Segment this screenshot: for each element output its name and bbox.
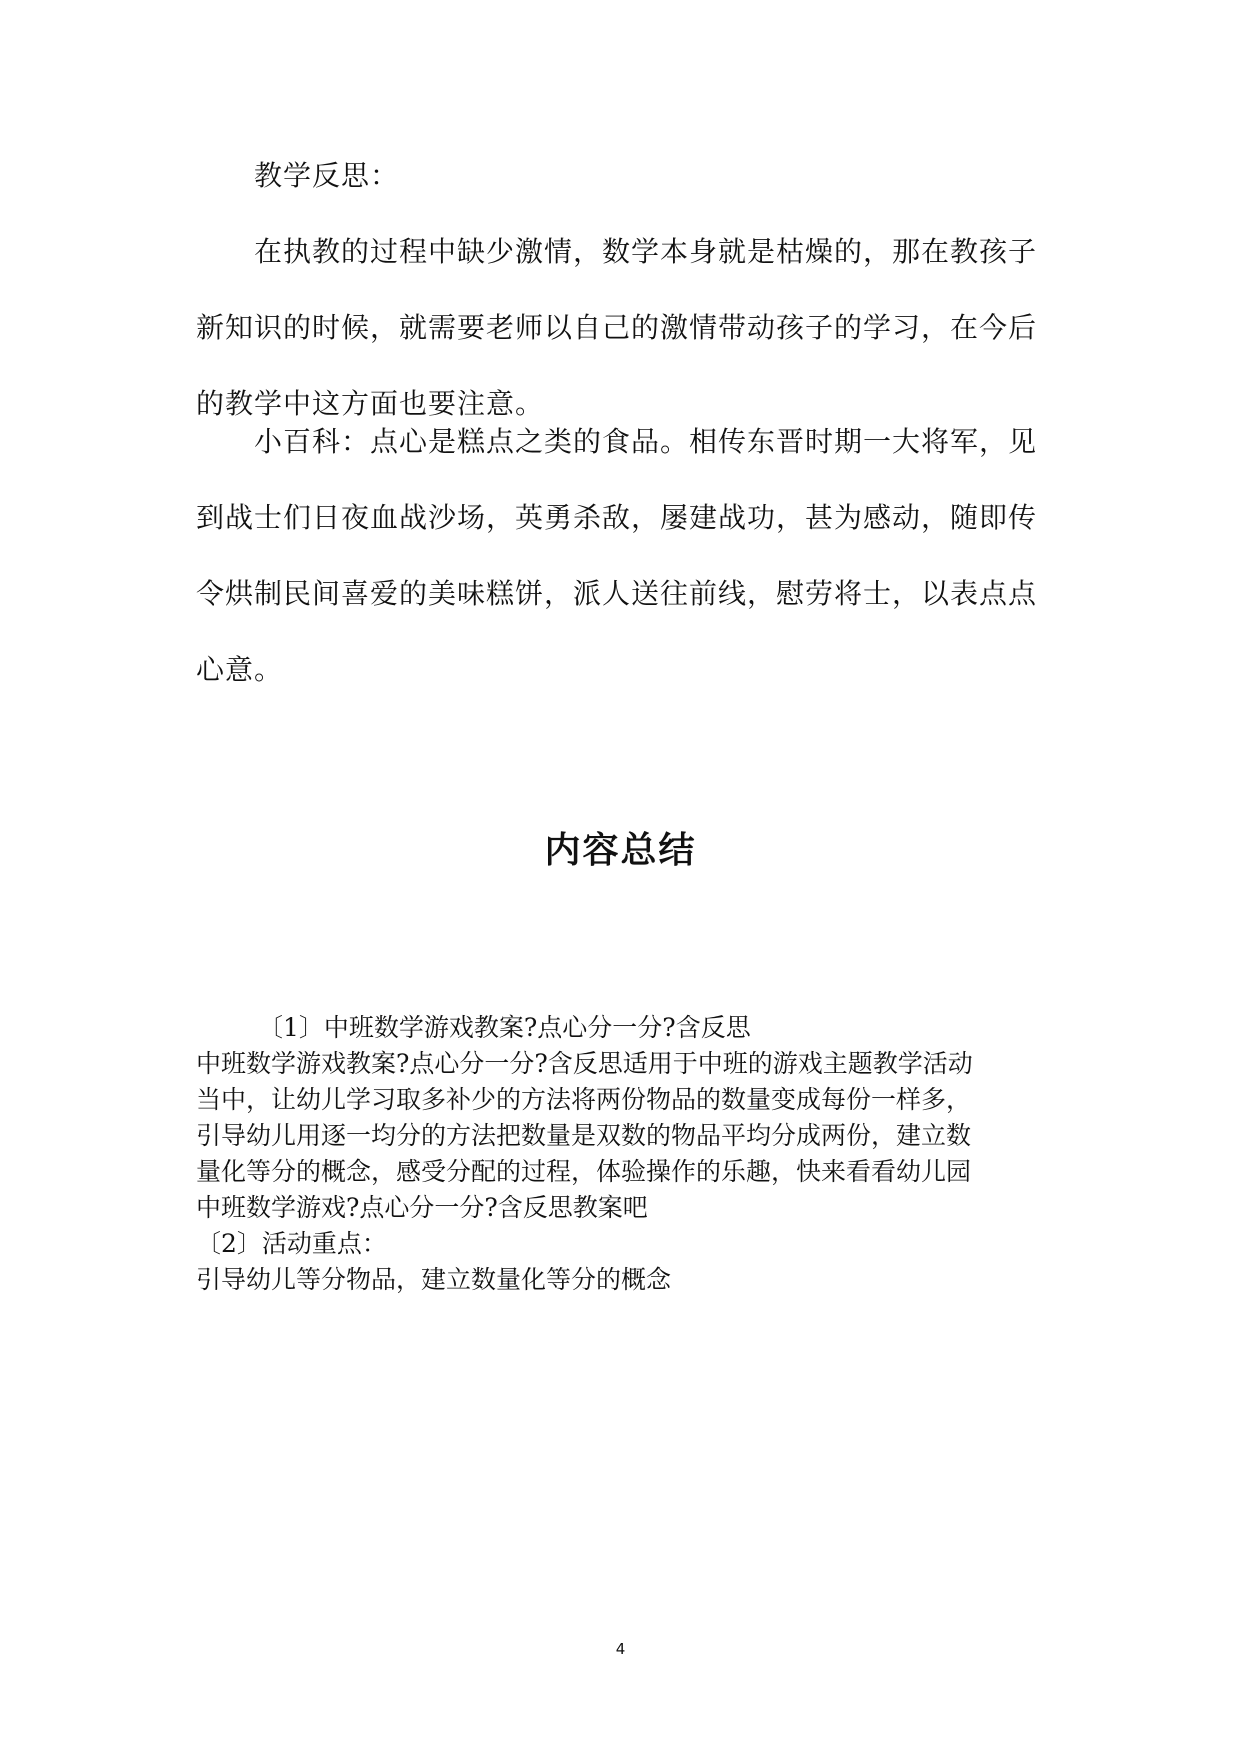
- encyclopedia-line: 心意。: [196, 653, 284, 686]
- encyclopedia-line: 小百科：点心是糕点之类的食品。相传东晋时期一大将军，见: [254, 425, 1038, 458]
- reflection-heading: 教学反思：: [254, 159, 400, 192]
- summary-line: 〔1〕中班数学游戏教案?点心分一分?含反思: [258, 1013, 751, 1042]
- encyclopedia-section: [196, 404, 1046, 708]
- summary-title: 内容总结: [544, 830, 697, 871]
- summary-section: [196, 1010, 1076, 1298]
- page-number: 4: [615, 1640, 626, 1658]
- summary-line: 〔2〕活动重点：: [196, 1229, 387, 1258]
- summary-line: 中班数学游戏?点心分一分?含反思教案吧: [196, 1193, 648, 1222]
- reflection-line: 新知识的时候，就需要老师以自己的激情带动孩子的学习，在今后: [196, 311, 1038, 344]
- reflection-section: [196, 138, 1046, 442]
- reflection-line: 在执教的过程中缺少激情，数学本身就是枯燥的，那在教孩子: [254, 235, 1038, 268]
- summary-line: 量化等分的概念，感受分配的过程，体验操作的乐趣，快来看看幼儿园: [196, 1157, 972, 1186]
- summary-line: 引导幼儿用逐一均分的方法把数量是双数的物品平均分成两份，建立数: [196, 1121, 972, 1150]
- summary-line: 中班数学游戏教案?点心分一分?含反思适用于中班的游戏主题教学活动: [196, 1049, 973, 1078]
- encyclopedia-line: 到战士们日夜血战沙场，英勇杀敌，屡建战功，甚为感动，随即传: [196, 501, 1038, 534]
- summary-line: 当中，让幼儿学习取多补少的方法将两份物品的数量变成每份一样多，: [196, 1085, 972, 1114]
- reflection-line: 的教学中这方面也要注意。: [196, 387, 545, 420]
- summary-line: 引导幼儿等分物品，建立数量化等分的概念: [196, 1265, 672, 1294]
- encyclopedia-line: 令烘制民间喜爱的美味糕饼，派人送往前线，慰劳将士，以表点点: [196, 577, 1038, 610]
